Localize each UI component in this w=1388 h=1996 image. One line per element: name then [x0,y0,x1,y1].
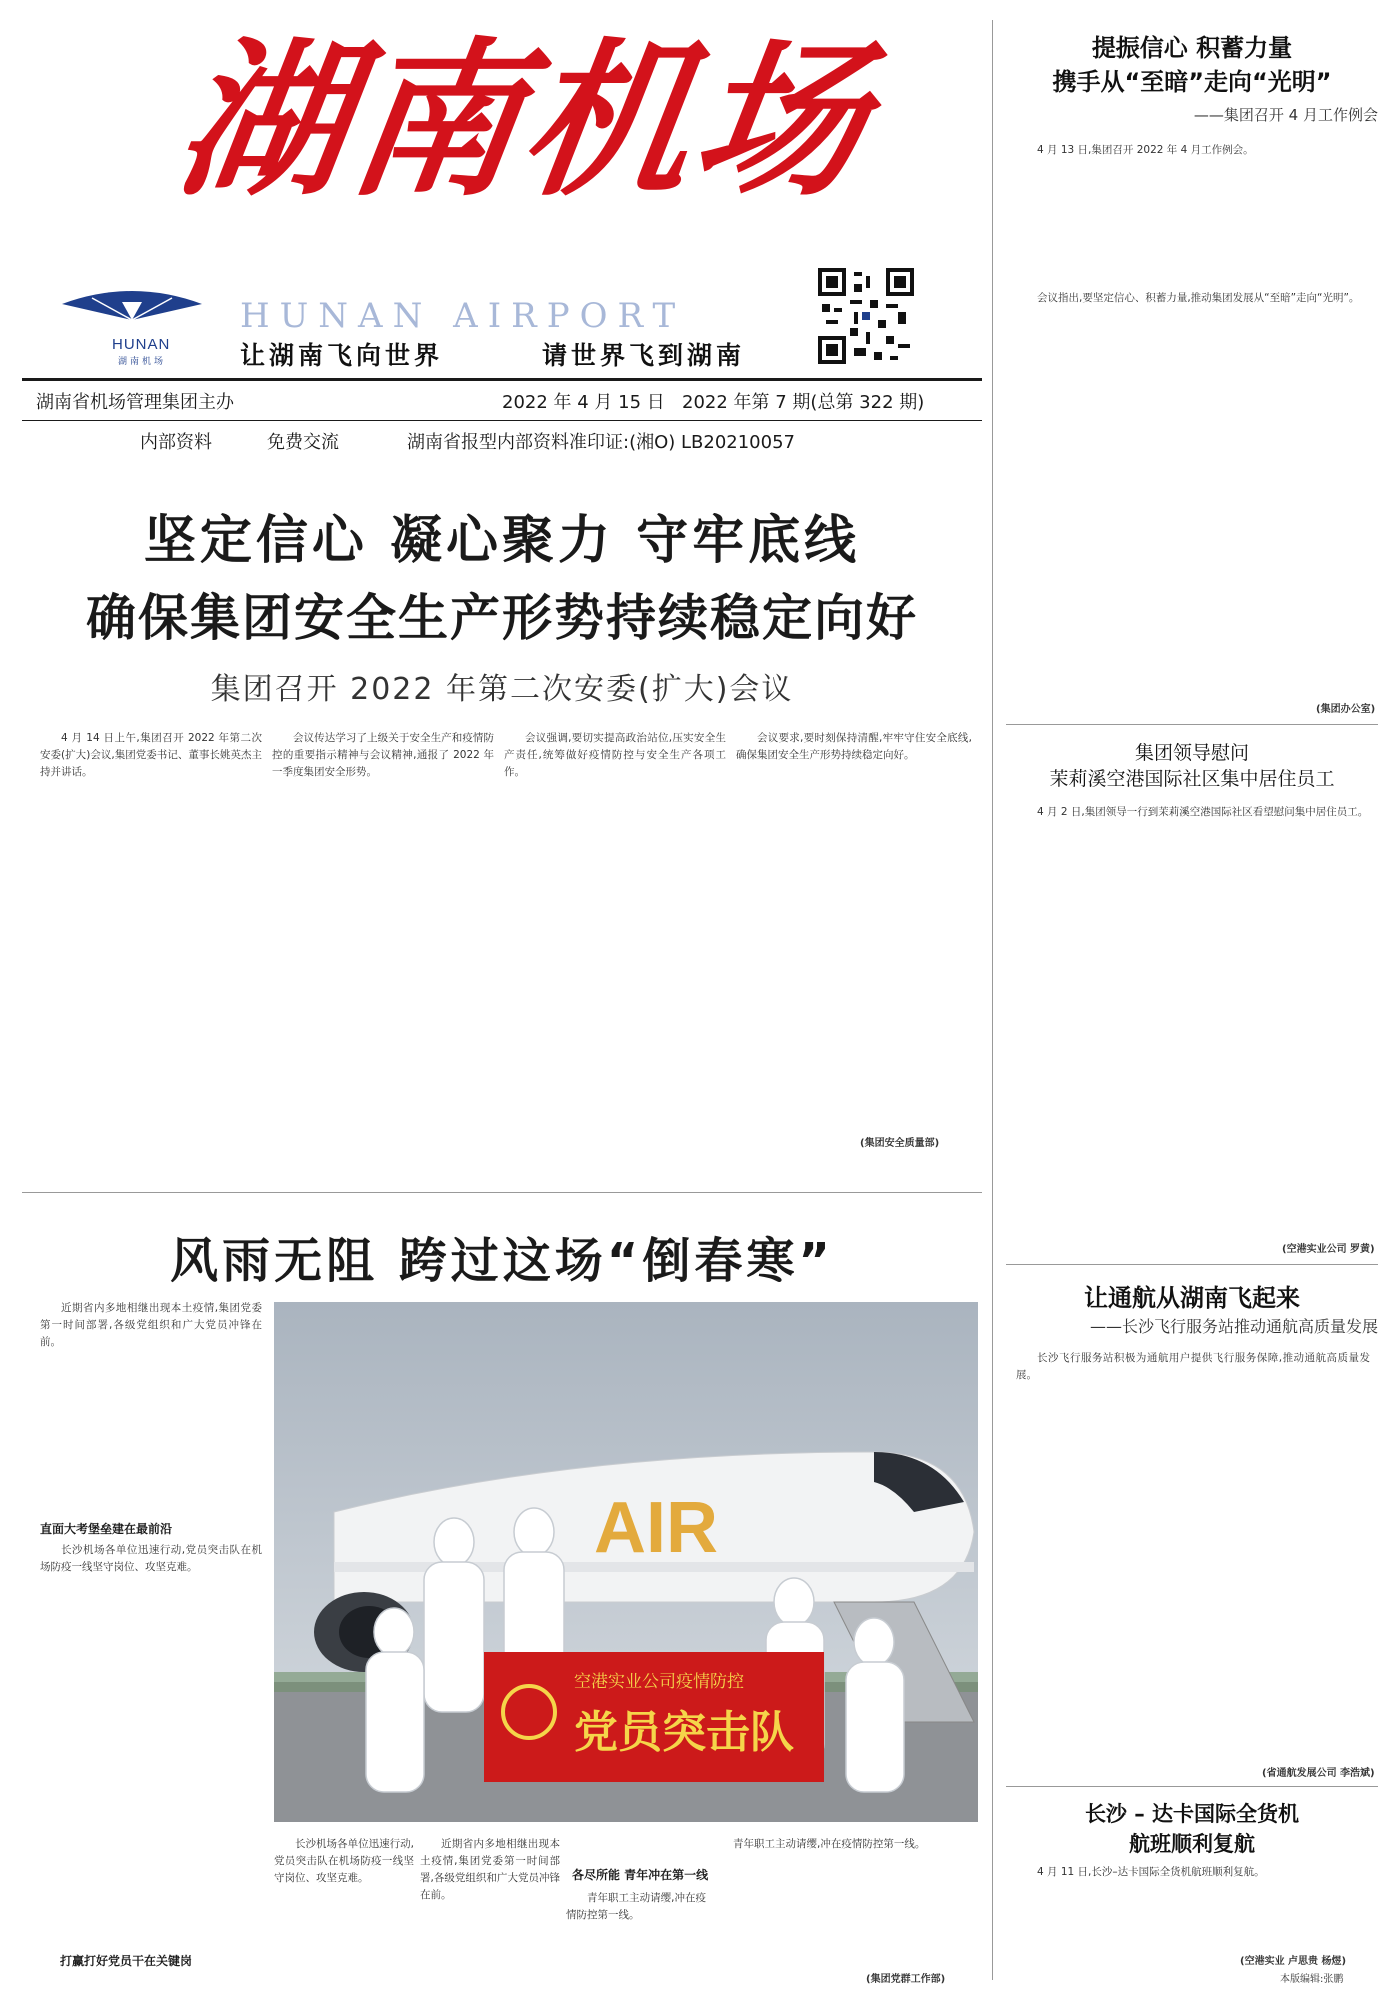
right1-credit: (集团办公室) [1316,704,1376,715]
logo-chinese: 湖南机场 [118,357,167,367]
right1-body-1: 4 月 13 日,集团召开 2022 年 4 月工作例会。 [1037,144,1254,156]
lead-headline-line-2: 确保集团安全生产形势持续稳定向好 [86,589,918,647]
right3-credit: (省通航发展公司 李浩斌) [1262,1768,1375,1779]
page-editor: 本版编辑:张鹏 [1280,1974,1344,1985]
lead-headline-line-1: 坚定信心 凝心聚力 守牢底线 [143,511,861,571]
story2-credit: (集团党群工作部) [866,1974,946,1985]
column-divider [992,20,993,1980]
lead-story-column-1: 4 月 14 日上午,集团召开 2022 年第二次安委(扩大)会议,集团党委书记、董事长姚英杰主持并讲话。 [40,732,262,778]
right4-title-line-1: 长沙 – 达卡国际全货机 [1084,1802,1300,1826]
right1-subtitle: ——集团召开 4 月工作例会 [1193,106,1378,124]
aircraft-livery-text: AIR [594,1488,718,1568]
issue-info-bar [22,384,982,418]
right1-title-line-1: 提振信心 积蓄力量 [1091,34,1293,62]
masthead-english: HUNAN AIRPORT [240,296,686,336]
right3-subtitle: ——长沙飞行服务站推动通航高质量发展 [1089,1317,1378,1336]
right2-body: 4 月 2 日,集团领导一行到茉莉溪空港国际社区看望慰问集中居住员工。 [1037,806,1369,818]
right1-body-2: 会议指出,要坚定信心、积蓄力量,推动集团发展从“至暗”走向“光明”。 [1037,292,1360,304]
slogan-1: 让湖南飞向世界 [240,341,444,370]
permit-number: 湖南省报型内部资料准印证:(湘O) LB20210057 [407,432,795,453]
internal-label: 内部资料 [140,432,212,453]
story2-column-1: 近期省内多地相继出现本土疫情,集团党委第一时间部署,各级党组织和广大党员冲锋在前。 [40,1302,262,1348]
logo-english: HUNAN [112,336,171,353]
right1-title-line-2: 携手从“至暗”走向“光明” [1052,68,1332,96]
right2-title-line-1: 集团领导慰问 [1134,742,1249,764]
news-photo [274,1302,978,1822]
story2-headline: 风雨无阻 跨过这场“倒春寒” [170,1233,834,1289]
story2-column-4: 青年职工主动请缨,冲在疫情防控第一线。 [566,1892,706,1921]
qr-code-icon [818,268,914,364]
masthead-rule [22,378,982,381]
right-rule-2 [1006,1264,1378,1265]
free-label: 免费交流 [267,432,339,453]
masthead-title: 湖南机场 [166,21,882,219]
right4-body: 4 月 11 日,长沙–达卡国际全货机航班顺利复航。 [1037,1866,1265,1878]
publisher: 湖南省机场管理集团主办 [36,392,234,413]
right4-title-line-2: 航班顺利复航 [1129,1832,1255,1856]
story2-column-3: 近期省内多地相继出现本土疫情,集团党委第一时间部署,各级党组织和广大党员冲锋在前。 [420,1838,560,1901]
lead-story-credit: (集团安全质量部) [860,1138,940,1149]
story2-column-5: 青年职工主动请缨,冲在疫情防控第一线。 [733,1838,926,1850]
right3-title: 让通航从湖南飞起来 [1084,1284,1300,1312]
issue-number: 2022 年第 7 期(总第 322 期) [682,392,925,413]
story2-subheading-1: 直面大考堡垒建在最前沿 [40,1522,173,1536]
right2-credit: (空港实业公司 罗黄) [1282,1244,1375,1255]
story2-column-2: 长沙机场各单位迅速行动,党员突击队在机场防疫一线坚守岗位、攻坚克难。 [274,1838,414,1884]
right4-credit: (空港实业 卢思贵 杨煜) [1240,1956,1347,1967]
story2-subheading-3: 各尽所能 青年冲在第一线 [572,1868,709,1882]
slogan-2: 请世界飞到湖南 [542,341,746,370]
banner-big-text: 党员突击队 [574,1707,794,1758]
right-rule-1 [1006,724,1378,725]
issue-date: 2022 年 4 月 15 日 [502,392,665,413]
lead-subheadline: 集团召开 2022 年第二次安委(扩大)会议 [210,672,794,707]
lead-story-column-3: 会议强调,要切实提高政治站位,压实安全生产责任,统筹做好疫情防控与安全生产各项工作。 [504,732,726,778]
lead-story-column-4: 会议要求,要时刻保持清醒,牢牢守住安全底线,确保集团安全生产形势持续稳定向好。 [736,732,972,761]
story2-subheading-2: 打赢打好党员干在关键岗 [60,1954,193,1968]
masthead [40,14,980,370]
right-rule-3 [1006,1786,1378,1787]
photo-scene [274,1302,978,1822]
banner-small-text: 空港实业公司疫情防控 [574,1672,744,1692]
info-rule [22,420,982,421]
section-rule [22,1192,982,1193]
permit-bar [22,424,982,458]
story2-column-1b: 长沙机场各单位迅速行动,党员突击队在机场防疫一线坚守岗位、攻坚克难。 [40,1544,262,1573]
right2-title-line-2: 茉莉溪空港国际社区集中居住员工 [1049,768,1335,790]
lead-story-column-2: 会议传达学习了上级关于安全生产和疫情防控的重要指示精神与会议精神,通报了 2022 年一季度集团安全形势。 [272,732,494,778]
right3-body: 长沙飞行服务站积极为通航用户提供飞行服务保障,推动通航高质量发展。 [1016,1352,1370,1381]
